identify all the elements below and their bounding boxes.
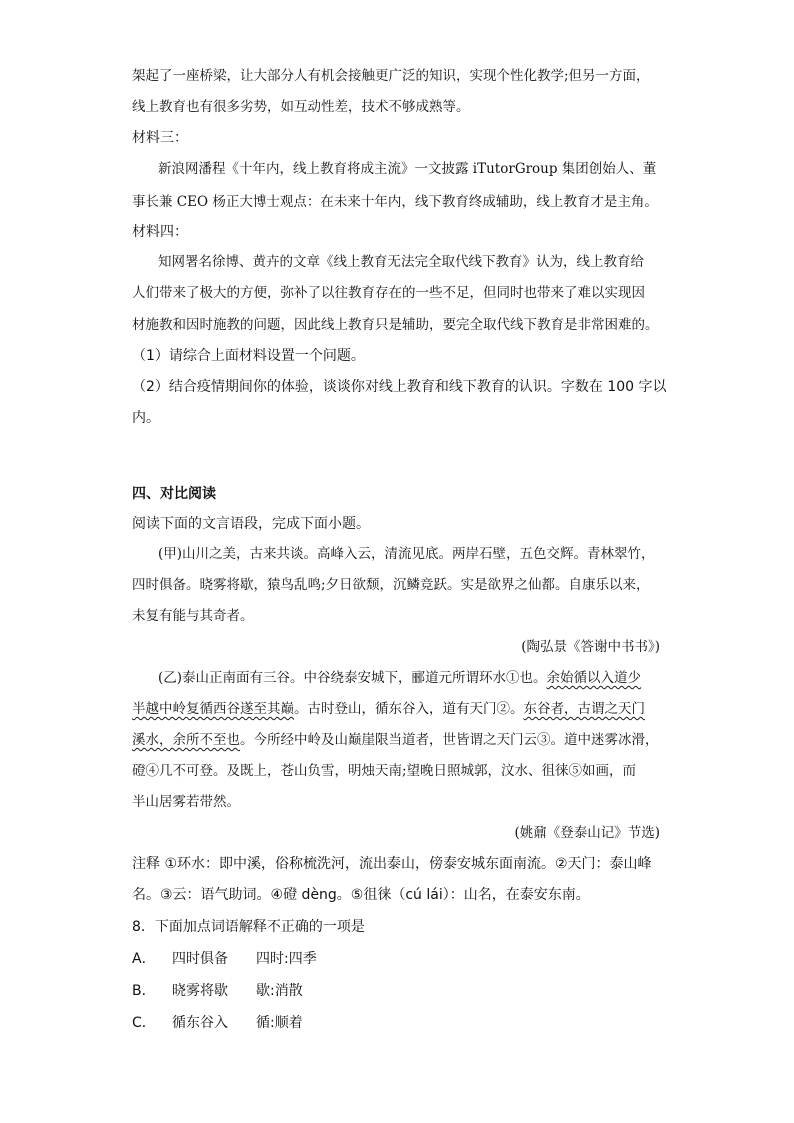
option-c (132, 1013, 303, 1033)
option-word: 循东谷入 (172, 1015, 228, 1031)
question-1: （1）请综合上面材料设置一个问题。 (132, 348, 365, 364)
passage-b-line-3 (132, 730, 659, 750)
passage-b-line-5: 半山居雾若带然。 (132, 794, 240, 810)
passage-b-underlined-text: 溪水，余所不至也 (132, 732, 240, 748)
passage-b-line-4: 磴④几不可登。及既上，苍山负雪，明烛天南;望晚日照城郭，汶水、徂徕⑤如画，而 (132, 763, 637, 779)
option-letter: B． (132, 983, 156, 999)
question-2-line-2: 内。 (132, 410, 160, 426)
material2-line-2: 线上教育也有很多劣势，如互动性差，技术不够成熟等。 (132, 99, 470, 115)
option-meaning: 歇:消散 (256, 983, 303, 999)
passage-b-line-1 (158, 668, 641, 688)
option-letter: C． (132, 1015, 156, 1031)
passage-a-line-3: 未复有能与其奇者。 (132, 608, 254, 624)
option-a (132, 949, 317, 969)
passage-a-line-1: (甲)山川之美，古来共谈。高峰入云，清流见底。两岸石壁，五色交辉。青林翠竹， (158, 546, 655, 562)
material2-line-1: 架起了一座桥梁，让大部分人有机会接触更广泛的知识，实现个性化教学;但另一方面， (132, 68, 650, 84)
option-b (132, 981, 303, 1001)
passage-b-underlined-text: 东谷者，古谓之天门 (523, 701, 645, 717)
passage-b-underlined-text: 半越中岭复循西谷遂至其巅 (132, 701, 294, 717)
passage-b-text: 。今所经中岭及山巅崖限当道者，世皆谓之天门云③。道中迷雾冰滑， (240, 732, 659, 748)
passage-b-underlined-text: 余始循以入道少 (546, 670, 642, 686)
question-2-line-1: （2）结合疫情期间你的体验，谈谈你对线上教育和线下教育的认识。字数在 100 字以 (132, 379, 667, 395)
material4-line-1: 知网署名徐博、黄卉的文章《线上教育无法完全取代线下教育》认为，线上教育给 (158, 254, 644, 270)
option-word: 四时俱备 (172, 951, 228, 967)
section-title: 四、对比阅读 (132, 486, 216, 502)
passage-a-line-2: 四时俱备。晓雾将歇，猿鸟乱鸣;夕日欲颓，沉鳞竞跃。实是欲界之仙都。自康乐以来， (132, 577, 650, 593)
passage-b-text: (乙)泰山正南面有三谷。中谷绕泰安城下，郦道元所谓环水①也。 (158, 670, 547, 686)
material3-heading: 材料三： (132, 130, 188, 146)
question-8-stem: 8．下面加点词语解释不正确的一项是 (132, 919, 365, 935)
material4-line-3: 材施教和因时施教的问题，因此线上教育只是辅助，要完全取代线下教育是非常困难的。 (132, 317, 659, 333)
section-instruction: 阅读下面的文言语段，完成下面小题。 (132, 516, 370, 532)
passage-b-source: (姚鼐《登泰山记》节选) (514, 825, 660, 841)
passage-a-source: (陶弘景《答谢中书书》) (521, 639, 660, 655)
notes-line-1: 注释 ①环水：即中溪，俗称梳洗河，流出泰山，傍泰安城东面南流。②天门：泰山峰 (132, 856, 652, 872)
option-meaning: 四时:四季 (256, 951, 317, 967)
option-letter: A． (132, 951, 156, 967)
notes-line-2: 名。③云：语气助词。④磴 dèng。⑤徂徕（cú lái）：山名，在泰安东南。 (132, 887, 590, 903)
material4-line-2: 人们带来了极大的方便，弥补了以往教育存在的一些不足，但同时也带来了难以实现因 (132, 285, 645, 301)
option-meaning: 循:顺着 (256, 1015, 303, 1031)
passage-b-line-2 (132, 699, 645, 719)
material4-heading: 材料四： (132, 224, 188, 240)
material3-line-1: 新浪网潘程《十年内，线上教育将成主流》一文披露 iTutorGroup 集团创始人、董 (158, 161, 657, 177)
option-word: 晓雾将歇 (172, 983, 228, 999)
material3-line-2: 事长兼 CEO 杨正大博士观点：在未来十年内，线下教育终成辅助，线上教育才是主角。 (132, 194, 658, 210)
passage-b-text: 。古时登山，循东谷入，道有天门②。 (294, 701, 524, 717)
